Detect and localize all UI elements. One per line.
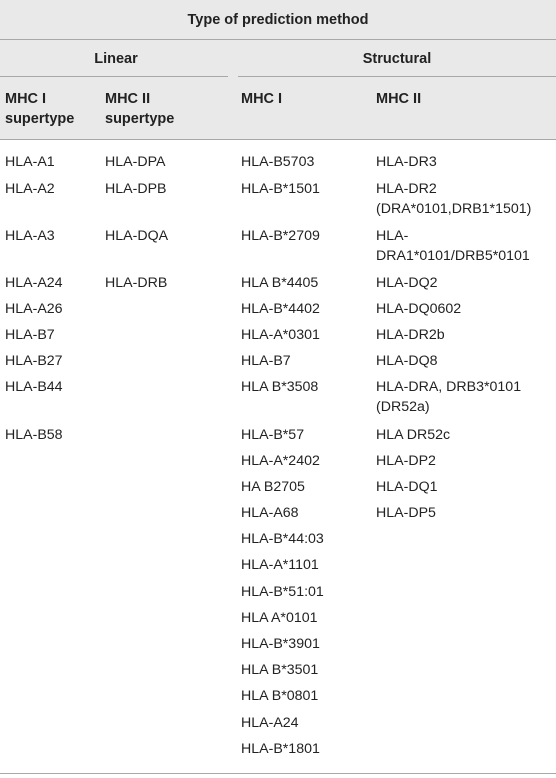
table-cell: HLA-B58	[5, 427, 63, 443]
header-line: MHC II	[376, 91, 422, 107]
table-cell: HLA-B7	[5, 327, 55, 343]
table-cell: HLA-DR2	[376, 181, 437, 197]
table-cell: HLA B*3508	[241, 379, 319, 395]
table-cell: HLA B*0801	[241, 688, 319, 705]
table-cell: HLA DR52c	[376, 427, 451, 443]
table-cell: HLA-B27	[5, 353, 63, 369]
table-cell: HLA-A24	[5, 275, 63, 291]
table-cell: HLA-B*57	[241, 427, 305, 443]
table-cell: HLA-DRB	[105, 275, 168, 291]
title-rule	[0, 39, 556, 40]
table-cell: HLA-B*1501	[241, 181, 320, 197]
table-cell: HLA-A*1101	[241, 557, 319, 574]
column-header-structural-mhc2	[376, 89, 421, 109]
table-cell: HLA-DQ8	[376, 353, 438, 369]
table-cell: HLA-B*3901	[241, 636, 320, 652]
header-line: supertype	[105, 111, 175, 127]
table-cell: HLA-A1	[5, 154, 55, 170]
table-cell: HLA-DQ2	[376, 275, 438, 291]
table-cell: HLA-	[376, 228, 409, 244]
group-rule-linear	[0, 76, 228, 77]
table-cell: HLA-B*44:03	[241, 531, 324, 548]
table-cell: HLA-A3	[5, 228, 55, 244]
table-cell: HLA B*4405	[241, 275, 319, 291]
table-cell: HA B2705	[241, 479, 305, 495]
group-label-linear: Linear	[94, 51, 138, 67]
table-cell: HLA-DP2	[376, 453, 436, 469]
table-title: Type of prediction method	[187, 12, 369, 28]
table-cell: HLA-A2	[5, 181, 55, 197]
column-header-linear-mhc1	[5, 89, 74, 129]
table-cell: (DRA*0101,DRB1*1501)	[376, 201, 532, 217]
group-label-structural: Structural	[362, 51, 432, 67]
table-cell: HLA-DPB	[105, 181, 167, 197]
table-cell: HLA-B7	[241, 353, 291, 369]
table-cell: HLA A*0101	[241, 609, 318, 626]
table-cell: HLA-B*2709	[241, 228, 320, 244]
table-cell: HLA-A26	[5, 301, 63, 317]
table-cell: HLA-B5703	[241, 154, 315, 170]
table-cell: HLA-B*1801	[241, 740, 320, 757]
table-cell: HLA-A68	[241, 505, 299, 521]
table-cell: DRA1*0101/DRB5*0101	[376, 248, 530, 264]
group-rule-structural	[238, 76, 556, 77]
table-cell: HLA-A*2402	[241, 453, 320, 469]
table-bottom-rule	[0, 773, 556, 774]
header-bottom-rule	[0, 139, 556, 140]
table-cell: HLA-DRA, DRB3*0101	[376, 379, 522, 395]
table-cell: HLA-DQ0602	[376, 301, 462, 317]
table-cell: HLA-B*4402	[241, 301, 320, 317]
table-cell: HLA B*3501	[241, 662, 319, 679]
table-cell: HLA-DQA	[105, 228, 169, 244]
header-line: MHC II	[105, 91, 151, 107]
table-cell: HLA-B*51:01	[241, 583, 324, 600]
header-line: MHC I	[241, 91, 283, 107]
table-cell: HLA-DR3	[376, 154, 437, 170]
table-cell: HLA-DP5	[376, 505, 436, 521]
header-line: supertype	[5, 111, 75, 127]
table-cell: HLA-A*0301	[241, 327, 320, 343]
column-header-linear-mhc2	[105, 89, 174, 129]
table-cell: HLA-DPA	[105, 154, 166, 170]
table-cell: (DR52a)	[376, 399, 430, 415]
table-cell: HLA-DR2b	[376, 327, 445, 343]
table-cell: HLA-A24	[241, 714, 299, 731]
table-cell: HLA-DQ1	[376, 479, 438, 495]
column-header-structural-mhc1	[241, 89, 282, 109]
header-line: MHC I	[5, 91, 47, 107]
table-cell: HLA-B44	[5, 379, 63, 395]
